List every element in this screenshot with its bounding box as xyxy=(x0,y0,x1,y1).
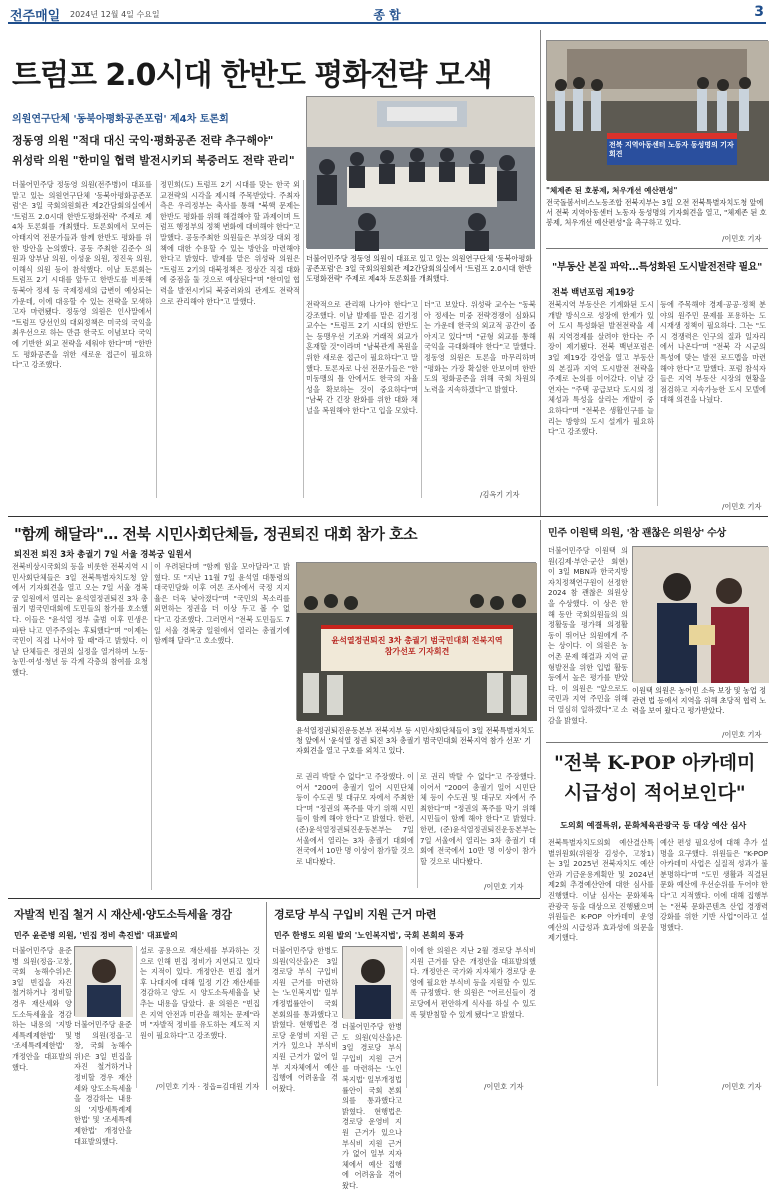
award-photo xyxy=(632,546,768,682)
newspaper-logo: 전주매일 xyxy=(10,9,61,24)
senior-portrait xyxy=(342,946,402,1018)
meeting-photo xyxy=(306,96,534,248)
civic-body-col4: 로 권리 박탈 수 없다"고 주장했다. 이어서 "200여 총궐기 일어 시민단체 등이 수도권 및 대규모 자에서 주최한다"며 "정권의 폭주를 막기 위해 시민들이 함께 해야 한다"고 밝혔다. 한편, (준)윤석열정권퇴진운동본부는 7일 서울에서 열리는 3차 총궐기 대회에 전국에서 10만 명 이상이 참가할 것으로 내다봤다. xyxy=(420,772,536,866)
top-headline: 트럼프 2.0시대 한반도 평화전략 모색 xyxy=(12,58,492,93)
top-subhead-2: 위성락 의원 "한미일 협력 발전시키되 북중러도 전략 관리" xyxy=(12,154,295,167)
senior-kicker: 민주 한병도 의원 발의 '노인복지법', 국회 본회의 통과 xyxy=(274,931,464,940)
top-body-col2: 정민희(도) 트럼프 2기 시대를 맞는 한국 외교전략의 시각을 제시해 주목받았다. 주최자 측은 우리정부는 축사를 통해 "북핵 문제는 한반도 평화를 위해 해결해야 할 과제이며 트럼프 행정부의 정책 변화에 대비해야 한다"고 말했다. 공동주최한 의원들은 부의장 대외 정책에 대한 수용할 수 있는 방안을 마련해야 한다고 밝혔다. 발제를 맡은 위성락 의원은 "트럼프 2기의 대북정책은 정상간 직접 대화에 중점을 둘 것으로 예상된다"며 "한미일 협력을 발전시키되 북중러와의 관계도 전략적으로 관리해야 한다"고 말했다. xyxy=(160,180,300,306)
forum-body-col1: 전북지역 부동산은 기계화된 도시 개발 방식으로 성장에 한계가 있어 도시 특성화된 발전전략을 세워 지역경제를 살려야 한다는 주장이 제기됐다. 전북 백년포럼은 3일 제19강 강연을 열고 부동산의 본질과 지역 도시발전 전략을 주제로 논의를 이어갔다. 이날 강연자는 "주택 공급보다 도시의 정체성과 특성을 살리는 개발이 중요하다"며 "전북은 생활인구를 늘리는 방향의 도시 설계가 필요하다"고 강조했다. xyxy=(548,300,654,437)
section-name: 종 합 xyxy=(373,8,401,22)
forum-byline: /이민호 기자 xyxy=(722,502,762,511)
rally-banner: 전북 지역아동센터 노동자 동성명의 기자회견 xyxy=(609,141,734,158)
forum-headline: "부동산 본질 파악…특성화된 도시발전전략 필요" xyxy=(552,262,763,273)
top-body-col1: 더불어민주당 정동영 의원(전주병)이 대표를 맡고 있는 의원연구단체 '동북아평화공존포럼'은 3일 국회의원회관 제2간담회의실에서 '트럼프 2.0시대 한반도평화전략' 주제로 제4차 토론회를 개최했다. 토론회에서 모여든 아태지역 전문가들과 함께 한반도 평화를 위한 방안을 논의했다. 공동 주최한 김준수 의원과 양부남 의원, 이성윤 의원, 정진욱 의원, 이해식 의원 등이 참석했다. 이날 토론회는 트럼프 2기 시대를 앞두고 한반도를 비롯해 동북아 정세 등 국제정세의 급변이 예상되는 가운데, 이에 대응할 수 있는 전략을 모색하고자 마련됐다. 정동영 의원은 인사말에서 "트럼프 당선인의 대외정책은 미국의 국익을 최우선으로 하는 만큼 한국도 이념보다 국익에 기반한 외교 전략을 세워야 한다"며 "한반도 평화공존을 위한 새로운 접근이 필요하다"고 강조했다. xyxy=(12,180,152,370)
tax-body-col1: 더불어민주당 윤준병 의원(정읍·고창, 국회 농해수위)은 3일 빈집을 자진 철거하거나 정비할 경우 재산세와 양도소득세율을 경감하는 내용의 '지방세특례제한법' 및 '조세특례제한법' 개정안을 대표발의했다. xyxy=(12,946,72,1072)
tax-body-col2: 설로 공용으로 재산세를 부과하는 것으로 인해 빈집 정비가 지연되고 있다는 지적이 있다. 개정안은 빈집 철거 후 나대지에 대해 일정 기간 재산세를 경감하고 양도 시 양도소득세율을 낮추는 내용을 담았다. 윤 의원은 "빈집은 지역 안전과 미관을 해치는 문제"라며 "자발적 정비를 유도하는 제도적 지원이 필요하다"고 강조했다. xyxy=(140,946,260,1040)
top-byline: /김옥기 기자 xyxy=(480,490,520,499)
rally-photo xyxy=(546,40,768,180)
tax-byline: /이민호 기자 · 정읍=김대원 기자 xyxy=(156,1082,260,1091)
civic-photo xyxy=(296,562,536,720)
civic-body-col3: 로 권리 박탈 수 없다"고 주장했다. 이어서 "200여 총궐기 일어 시민단체 등이 수도권 및 대규모 자에서 주최한다"며 "정권의 폭주를 막기 위해 시민들이 함께 해야 한다"고 밝혔다. 한편, (준)윤석열정권퇴진운동본부는 7일 서울에서 열리는 3차 총궐기 대회에 전국에서 10만 명 이상이 참가할 것으로 내다봤다. xyxy=(296,772,414,866)
top-subhead-1: 정동영 의원 "적대 대신 국익·평화공존 전략 추구해야" xyxy=(12,134,274,147)
forum-body-col2: 등에 주목해야 경제·공공·정책 분야의 원주민 문제를 포용하는 도시재생 정책이 필요하다. 그는 "도시 경쟁력은 인구의 질과 일자리에서 나온다"며 "전북 각 시군의 특성에 맞는 발전 로드맵을 마련해야 한다"고 말했다. 포럼 참석자들은 지역 부동산 시장의 현황을 점검하고 지속가능한 도시 모델에 대해 의견을 나눴다. xyxy=(660,300,766,405)
rally-byline: /이민호 기자 xyxy=(722,234,762,243)
kpop-headline-line1: "전북 K-POP 아카데미 xyxy=(554,752,756,774)
senior-body-col1: 더불어민주당 한병도 의원(익산을)은 3일 경로당 부식 구입비 지원 근거를 마련하는 '노인복지법' 일부개정법률안이 국회 본회의를 통과했다고 밝혔다. 현행법은 경로당 운영비 지원 근거가 있으나 부식비 지원 근거가 없어 일부 지자체에서 예산 집행에 어려움을 겪어왔다. xyxy=(272,946,338,1093)
civic-body-col2: 이 우려된다며 "함께 힘을 모아달라"고 밝혔다. 또 "지난 11월 7일 윤석열 대통령의 대국민담화 이후 여론 조사에서 국정 지지율은 더욱 낮아졌다"며 "국민의 목소리를 외면하는 정권을 더 이상 두고 볼 수 없다"고 강조했다. 그러면서 "전북 도민들도 7일 서울 경복궁 일원에서 열리는 총궐기에 함께해 달라"고 호소했다. xyxy=(154,562,290,646)
forum-kicker: 전북 백년포럼 제19강 xyxy=(552,287,635,297)
civic-headline: "함께 해달라"… 전북 시민사회단체들, 정권퇴진 대회 참가 호소 xyxy=(14,525,418,543)
top-body-col4: 더"고 보았다. 위성락 교수는 "동북아 정세는 미중 전략경쟁이 심화되는 가운데 한국의 외교적 공간이 좁아지고 있다"며 "균형 외교를 통해 국익을 극대화해야 한다"고 말했다. 정동영 의원은 토론을 마무리하며 "평화는 가장 확실한 안보이며 한반도의 평화공존을 위해 국회 차원의 노력을 지속하겠다"고 밝혔다. xyxy=(424,300,536,394)
rally-caption-quote: "체제존 된 호봉제, 처우개선 예산편성" xyxy=(546,186,678,195)
senior-body-col2: 이에 한 의원은 지난 2월 경로당 부식비 지원 근거를 담은 개정안을 대표발의했다. 개정안은 국가와 지자체가 경로당 운영에 필요한 부식비 등을 지원할 수 있도록 규정했다. 한 의원은 "어르신들이 경로당에서 편안하게 식사를 하실 수 있도록 뒷받침할 수 있게 됐다"고 밝혔다. xyxy=(410,946,536,1019)
tax-kicker: 민주 윤준병 의원, '빈집 정비 촉진법' 대표발의 xyxy=(14,931,178,940)
award-body: 더불어민주당 이원택 의원(김제·부안·군산 회현)이 3일 MBN과 한국지방자치정책연구원이 선정한 2024 참 괜찮은 의원상을 수상했다. 이 상은 한 해 동안 국회의원들의 의정활동을 평가해 의정활동이 뛰어난 의원에게 주는 상이다. 이 의원은 농어촌 문제 해결과 지역 균형발전을 위한 입법 활동 등에서 높은 평가를 받았다. 이 의원은 "앞으로도 국민과 지역 주민을 위해 더 열심히 일하겠다"고 소감을 밝혔다. xyxy=(548,546,628,725)
civic-banner: 윤석열정권퇴진 3차 총궐기 범국민대회 전북지역 참가선포 기자회견 xyxy=(331,636,503,656)
issue-date: 2024년 12월 4일 수요일 xyxy=(70,10,160,19)
meeting-caption: 더불어민주당 정동영 의원이 대표로 있고 있는 의원연구단체 '동북아평화공존포럼'은 3일 국회의원회관 제2간담회의실에서 '트럼프 2.0시대 한반도평화전략' 주제로 제4차 토론회를 개최했다. xyxy=(306,254,533,283)
kpop-body-col1: 전북특별자치도의회 예산결산특별위원회(위원장 김성수, 고창1)는 3일 2025년 전북자치도 예산안과 기금운용계획안 및 2024년 제2회 추경예산안에 대한 심사를 진행했다. 이날 심사는 문화체육관광국 등을 대상으로 진행됐으며 위원들은 K-POP 아카데미 운영 예산의 시급성과 효과성에 의문을 제기했다. xyxy=(548,838,654,943)
senior-body-col1b: 더불어민주당 한병도 의원(익산을)은 3일 경로당 부식 구입비 지원 근거를 마련하는 '노인복지법' 일부개정법률안이 국회 본회의를 통과했다고 밝혔다. 현행법은 경로당 운영비 지원 근거가 있으나 부식비 지원 근거가 없어 일부 지자체에서 예산 집행에 어려움을 겪어왔다. xyxy=(342,1022,402,1190)
civic-caption: 윤석열정권퇴진운동본부 전북지부 등 시민사회단체들이 3일 전북특별자치도청 앞에서 '윤석열 정권 퇴진 3차 총궐기 범국민대회 전북지역 참가 선포' 기자회견을 열고 구호를 외치고 있다. xyxy=(296,726,535,755)
senior-byline: /이민호 기자 xyxy=(484,1082,524,1091)
civic-byline: /이민호 기자 xyxy=(484,882,524,891)
tax-body-col1b: 더불어민주당 윤준병 의원(정읍·고창, 국회 농해수위)은 3일 빈집을 자진 철거하거나 정비할 경우 재산세와 양도소득세율을 경감하는 내용의 '지방세특례제한법' 및 '조세특례제한법' 개정안을 대표발의했다. xyxy=(74,1020,132,1146)
page-number: 3 xyxy=(754,4,764,20)
civic-kicker: 퇴진전 퇴진 3차 총궐기 7일 서울 경복궁 일원서 xyxy=(14,549,192,559)
tax-portrait xyxy=(74,946,132,1016)
civic-body-col1: 전북비상시국회의 등을 비롯한 전북지역 시민사회단체들은 3일 전북특별자치도청 앞에서 기자회견을 열고 오는 7일 서울 경복궁 일원에서 열리는 윤석열정권퇴진 3차 총궐기 범국민대회에 도민들의 참가를 호소했다. 이들은 "윤석열 정부 출범 이후 민생은 파탄 나고 민주주의는 후퇴했다"며 "이제는 국민이 직접 나서야 할 때"라고 밝혔다. 이날 단체들은 정권의 실정을 열거하며 노동·농민·여성·청년 등 각계 각층의 참여를 요청했다. xyxy=(12,562,148,677)
senior-headline: 경로당 부식 구입비 지원 근거 마련 xyxy=(274,908,437,921)
award-caption: 이원택 의원은 농어민 소득 보장 및 농업 정 관련 법 등에서 지역을 위해 초당적 협력 노력을 보여 왔다고 평가받았다. xyxy=(632,686,767,715)
rally-caption: 전국돌봄서비스노동조합 전북지부는 3일 오전 전북특별자치도청 앞에서 전북 지역아동센터 노동자 동성명의 기자회견을 열고, "체제존 된 호봉제, 처우개선 예산편성"을 촉구하고 있다. xyxy=(546,198,767,227)
award-headline: 민주 이원택 의원, '참 괜찮은 의원상' 수상 xyxy=(548,528,726,539)
kpop-kicker: 도의회 예결특위, 문화체육관광국 등 대상 예산 심사 xyxy=(560,820,747,830)
award-byline: /이민호 기자 xyxy=(722,730,762,739)
masthead xyxy=(8,4,766,24)
kpop-body-col2: 예산 편성 필요성에 대해 추가 설명을 요구했다. 위원들은 "K-POP 아카데미 사업은 실질적 성과가 불분명하다"며 "도민 생활과 직결된 문화 예산에 우선순위를 두어야 한다"고 지적했다. 이에 대해 집행부는 "전북 문화콘텐츠 산업 경쟁력 강화를 위한 기반 사업"이라고 설명했다. xyxy=(660,838,768,932)
tax-headline: 자발적 빈집 철거 시 재산세·양도소득세율 경감 xyxy=(14,908,232,921)
kpop-byline: /이민호 기자 xyxy=(722,1082,762,1091)
top-kicker: 의원연구단체 '동북아평화공존포럼' 제4차 토론회 xyxy=(12,114,229,125)
kpop-headline-line2: 시급성이 적어보인다" xyxy=(564,782,746,804)
top-body-col3: 전략적으로 관리해 나가야 한다"고 강조했다. 이날 발제를 맡은 김기정 교수는 "트럼프 2기 시대의 한반도는 동맹우선 기조와 거래적 외교가 혼재할 것"이라며 "남북관계 복원을 위한 새로운 접근이 필요하다"고 말했다. 토론자로 나선 전문가들은 "한미동맹의 틀 안에서도 한국의 자율성을 확보하는 것이 중요하다"며 "남북 간 긴장 완화를 위한 대화 채널을 복원해야 한다"고 입을 모았다. xyxy=(306,300,418,415)
